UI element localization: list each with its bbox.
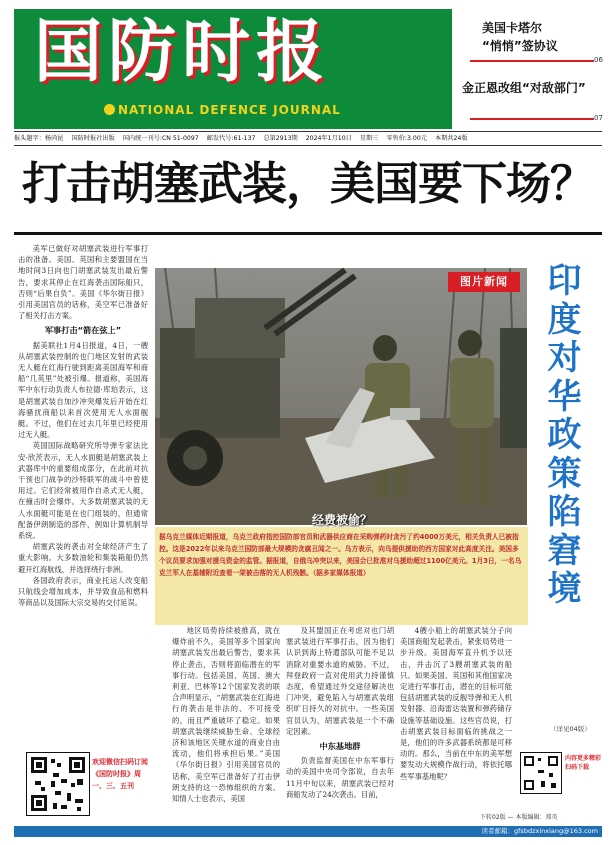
middle-column-2	[286, 625, 394, 821]
info-bar	[14, 131, 602, 146]
photo-tag: 经费被偷？	[312, 513, 373, 527]
info-item: 国防时报社出版	[71, 135, 115, 142]
info-item: 报头题字：杨尚昆	[14, 135, 64, 142]
paragraph: 负责监督美国在中东军事行动的美国中央司令部说，自去年11月中旬以来，胡塞武装已经对商船发动了24次袭击。目前，	[286, 756, 394, 799]
info-item: 2024年1月10日	[305, 135, 352, 142]
page-headline: 打击胡塞武装，美国要下场？	[21, 157, 594, 210]
info-item: 国内统一刊号:CN 51-0097	[122, 135, 199, 142]
qr-code-icon[interactable]	[26, 752, 90, 816]
paragraph: 各国政府表示，商业托运人改变船只航线会增加成本，并导致食品和燃料等商品以及国际大宗交易的交付延误。	[18, 575, 148, 608]
headline-divider	[14, 232, 602, 235]
subhead: 中东基地群	[319, 741, 361, 752]
photo-news-badge: 图片新闻	[448, 272, 520, 292]
qr-label: 内容更多精彩扫码下载	[565, 755, 602, 771]
paragraph: 美军已做好对胡塞武装进行军事打击的准备。美国、英国和主要盟国在当地时间3日向也门胡塞武装发出最后警告，要求其停止在红海袭击国际船只，否则“后果自负”。美国《华尔街日报》引用美国官员的话称，美空军已准备好了相关打击方案。	[18, 244, 148, 321]
teaser-3[interactable]: 金正恩改组“对敌部门”	[462, 81, 586, 95]
see-page: （详见04版）	[550, 725, 591, 733]
vertical-headline[interactable]: 印度对华政策陷窘境	[547, 261, 582, 609]
teaser-page: 07	[594, 114, 603, 122]
middle-column-3	[400, 625, 512, 813]
paragraph: 据美联社1月4日报道，4日，一艘从胡塞武装控制的也门地区发射的武装无人艇在红海行驶到距离美国海军和商船“几英里”处被引爆。报道称，美国海军中东行动负责人布拉德·库珀表示，这是胡塞武装自加沙冲突爆发后开始在红海骚扰商船以来首次使用无人水面舰艇。不过，他们在过去几年里已经使用过无人艇。	[18, 340, 148, 440]
middle-column-1	[172, 625, 280, 821]
qr-code-icon[interactable]	[520, 752, 562, 794]
qr-label: 欢迎微信扫码订阅《国防时报》周一、三、五刊	[92, 758, 148, 790]
teaser-2[interactable]: “悄悄”签协议	[482, 39, 558, 53]
footer-bar: 读者邮箱：gfsbdzxinxiang@163.com	[14, 826, 602, 837]
paragraph: 胡塞武装的袭击对全球经济产生了重大影响。大多数油轮和集装箱船仍然避开红海航线，并选择绕行非洲。	[18, 542, 148, 574]
paragraph: 4艘小船上的胡塞武装分子向美国商船发起袭击，紧张局势进一步升级。美国海军直升机予以还击，并击沉了3艘胡塞武装的船只。如果美国、英国和其他国家决定进行军事打击，潜在的目标可能包括胡塞武装的反舰导弹和无人机发射器、沿海雷达装置和弹药储存设施等基础设施。这些官员说，打击胡塞武装目标面临的挑战之一是，他们的许多武器系统都是可移动的。那么，当前在中东的美军想要发动大规模作战行动，将依托哪些军事基地呢？	[400, 626, 512, 781]
info-item: 总第2913期	[263, 135, 298, 142]
teaser-page: 06	[594, 56, 603, 64]
paragraph: 英国国际战略研究所导弹专家法比安·欣茨表示，无人水面艇是胡塞武装上武器库中的重要组成部分，在此前对抗干预也门战争的沙特联军的战斗中曾使用过。它们经常被用作自杀式无人艇，在撞击时会爆炸。大多数胡塞武装的无人水面艇可能是在也门组装的，但通常配备伊朗制造的部件，例如计算机制导系统。	[18, 441, 148, 541]
continued-note: 下转02版 — 本版编辑：郑英	[480, 814, 558, 821]
teaser-divider	[470, 118, 594, 120]
paragraph: 地区局势持续被推高，就在爆炸前不久，美国等多个国家向胡塞武装发出最后警告，要求其停止袭击，否则将面临潜在的军事行动。包括美国、英国、澳大利亚、巴林等12个国家发表的联合声明显示，“胡塞武装在红海进行的袭击是非法的、不可接受的，而且严重破坏了稳定。如果胡塞武装继续威胁生命、全球经济和该地区关键水道的商业自由流动，他们将承担后果。”美国《华尔街日报》引用美国官员的话称，美空军已准备好了打击伊朗支持的这一恐怖组织的方案。知情人士也表示，美国	[172, 626, 280, 804]
emblem-icon	[104, 104, 115, 115]
info-item: 零售价:3.00元	[386, 135, 427, 142]
masthead-title: 国防时报	[34, 12, 331, 92]
news-photo	[155, 268, 527, 525]
info-item: 星期三	[359, 135, 379, 142]
teaser-divider	[470, 60, 594, 62]
photo-caption: 据乌克兰媒体近期报道，乌克兰政府指控国防部官员和武器供应商在采购弹药时贪污了约4000万美元，相关负责人已被指控。这是2022年以来乌克兰国防部最大规模的贪腐丑闻之一。乌方表示，向乌提供援助的西方国家对此高度关注。美国多个议员要求加强对援乌资金的监管。据报道，自俄乌冲突以来，美国会已批准对乌援助超过1100亿美元。1月3日，一名乌克兰军人在基辅附近查看一架被击落的无人机残骸。（据多家媒体报道）	[155, 527, 528, 625]
info-item: 邮发代号:61-137	[206, 135, 256, 142]
teaser-1[interactable]: 美国卡塔尔	[482, 21, 543, 35]
left-column	[18, 243, 148, 748]
paragraph: 及其盟国正在考虑对也门胡塞武装进行军事打击，因为他们认识到海上特遣部队可能不足以消除对重要水道的威胁。不过，拜登政府一直对使用武力持谨慎态度，希望通过外交途径解决也门冲突，避免陷入与胡塞武装组织旷日持久的对抗中。一些美国官员认为，胡塞武装是一个不确定因素。	[286, 626, 394, 736]
info-item: 本期共24版	[434, 135, 468, 142]
masthead-english: NATIONAL DEFENCE JOURNAL	[118, 103, 341, 117]
subhead: 军事打击“箭在弦上”	[44, 325, 122, 336]
